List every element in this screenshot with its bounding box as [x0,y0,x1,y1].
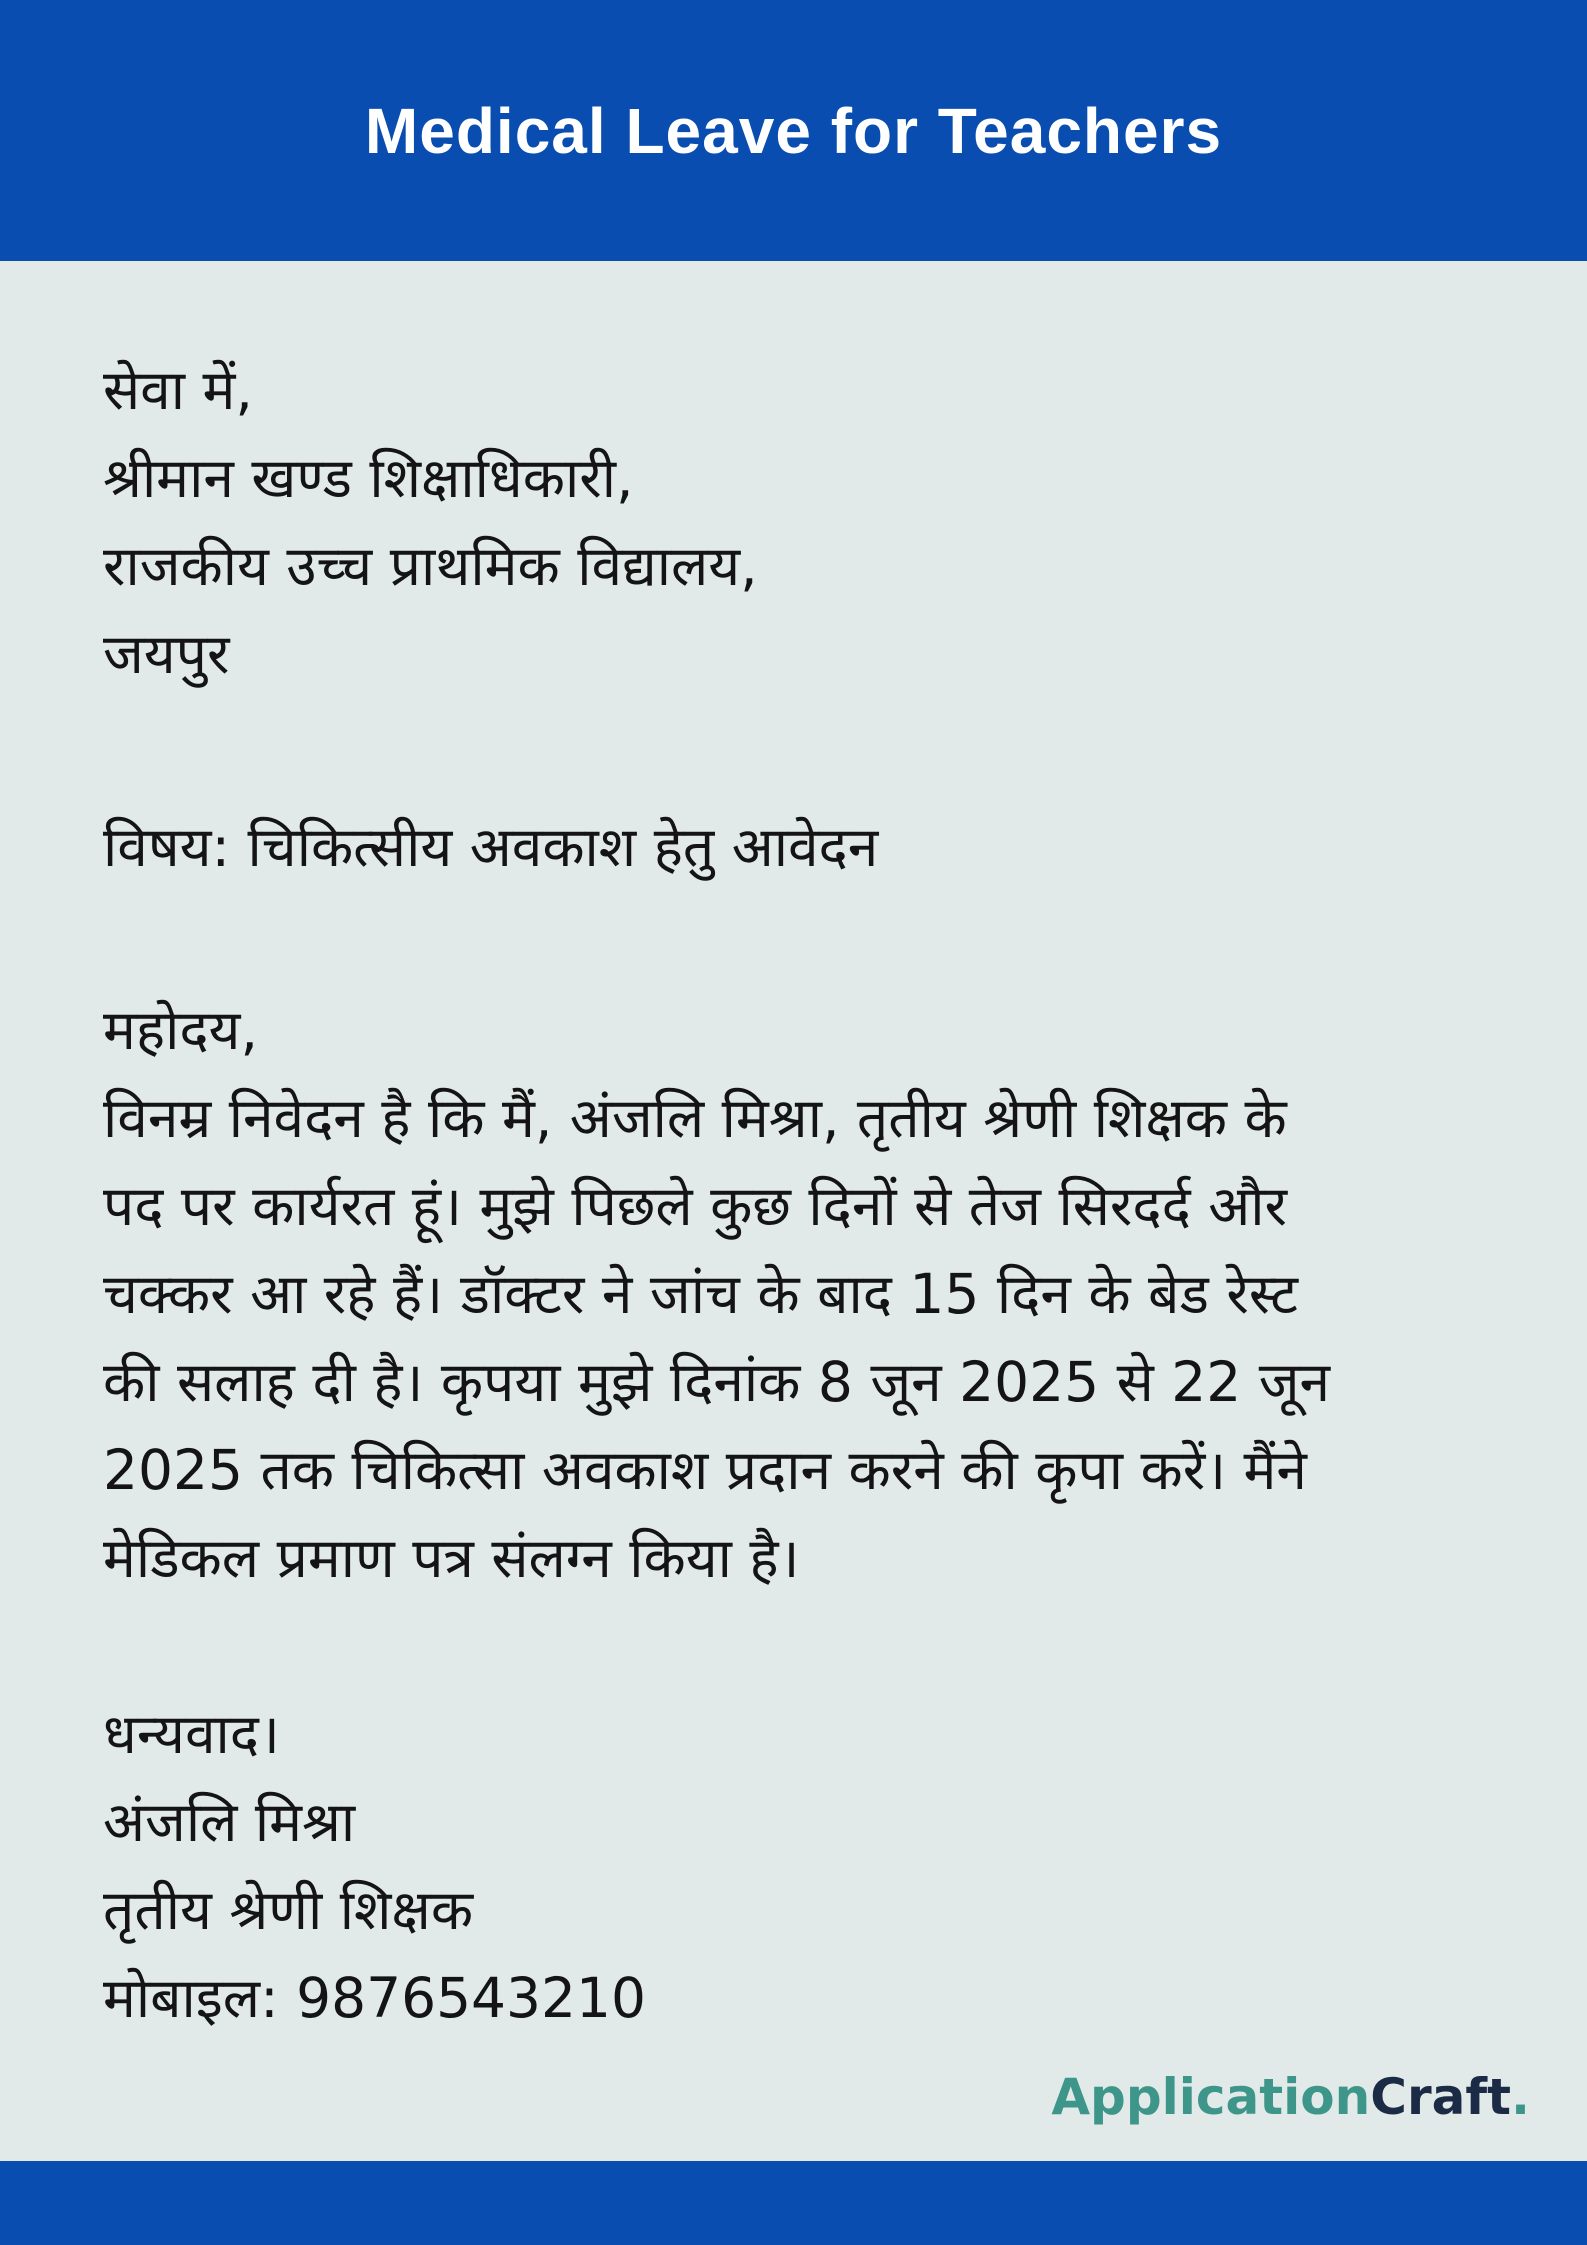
body-line: की सलाह दी है। कृपया मुझे दिनांक 8 जून 2025 से 22 जून [103,1350,1331,1414]
recipient-line: सेवा में, [103,358,253,422]
recipient-line: श्रीमान खण्ड शिक्षाधिकारी, [103,446,634,510]
bottom-bar [0,2161,1587,2245]
brand-name-primary: Application [1051,2068,1371,2126]
brand-logo [1051,2068,1530,2126]
body-line: मेडिकल प्रमाण पत्र संलग्न किया है। [103,1526,800,1590]
body-line: चक्कर आ रहे हैं। डॉक्टर ने जांच के बाद 15 दिन के बेड रेस्ट [103,1262,1298,1326]
letter-content [0,261,1587,2042]
block-spacer [103,698,1497,803]
body-line: पद पर कार्यरत हूं। मुझे पिछले कुछ दिनों से तेज सिरदर्द और [103,1174,1288,1238]
signature-line: मोबाइल: 9876543210 [103,1966,647,2030]
block-spacer [103,1602,1497,1690]
salutation-line: महोदय, [103,998,258,1062]
body-paragraph [103,1074,1497,1602]
body-line: 2025 तक चिकित्सा अवकाश प्रदान करने की कृपा करें। मैंने [103,1438,1307,1502]
page-title: Medical Leave for Teachers [364,94,1223,167]
signature-line: धन्यवाद। [103,1702,280,1766]
body-line: विनम्र निवेदन है कि मैं, अंजलि मिश्रा, तृतीय श्रेणी शिक्षक के [103,1086,1287,1150]
brand-dot: . [1511,2068,1530,2126]
recipient-block [103,346,1497,698]
header-banner [0,0,1587,261]
block-spacer [103,891,1497,986]
subject-line: विषय: चिकित्सीय अवकाश हेतु आवेदन [103,815,879,879]
recipient-line: राजकीय उच्च प्राथमिक विद्यालय, [103,534,758,598]
brand-name-secondary: Craft [1370,2068,1511,2126]
signature-line: तृतीय श्रेणी शिक्षक [103,1878,474,1942]
signature-block [103,1690,1497,2042]
recipient-line: जयपुर [103,622,230,686]
signature-line: अंजलि मिश्रा [103,1790,356,1854]
